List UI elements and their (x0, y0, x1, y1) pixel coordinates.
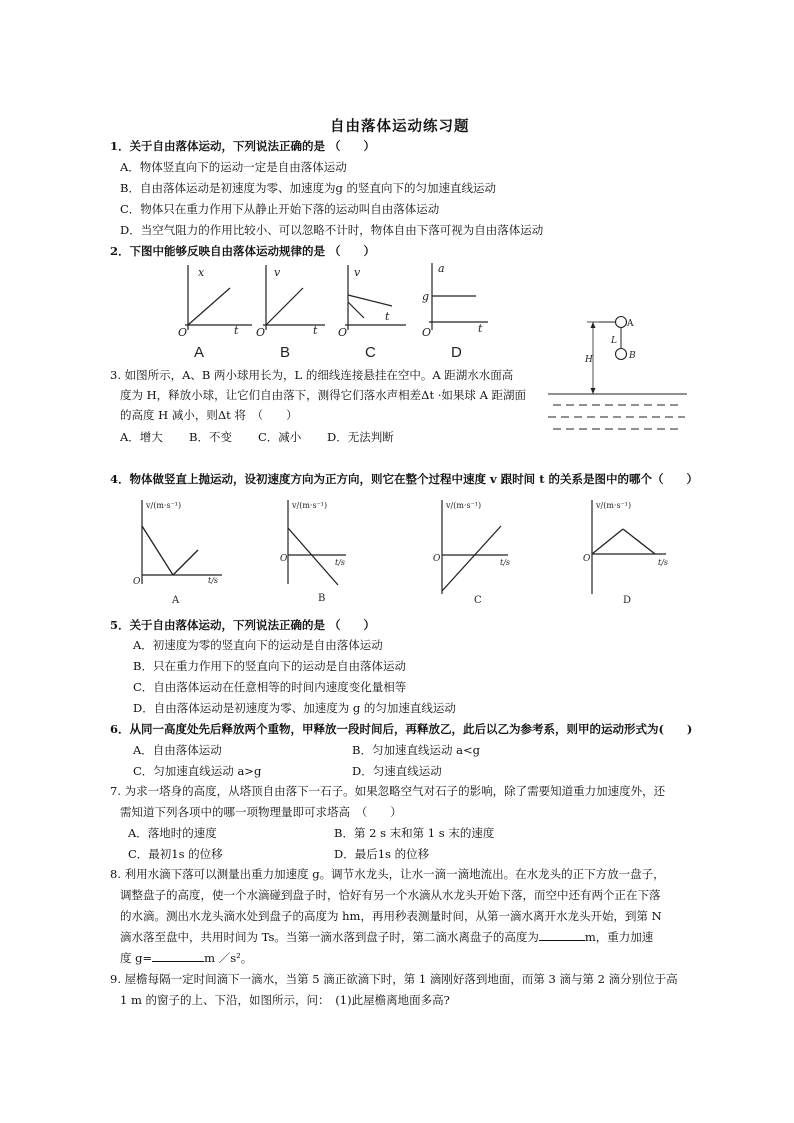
q7-option-d: D．最后1s 的位移 (334, 847, 430, 861)
q3-option-c: C．减小 (258, 430, 302, 444)
q4b-label: B (318, 593, 326, 604)
q8-line-5 (120, 950, 252, 966)
q2-graph-a (178, 265, 252, 361)
q9-line-2: 1 m 的窗子的上、下沿，如图所示，问： (1)此屋檐离地面多高? (120, 993, 450, 1007)
q4d-yaxis-label: v/(m·s⁻¹) (596, 501, 632, 510)
q2a-yaxis-label: x (198, 266, 205, 279)
q7-option-b: B．第 2 s 末和第 1 s 末的速度 (334, 826, 495, 840)
q2d-xaxis-label: t (478, 322, 483, 335)
q4c-xaxis-label: t/s (500, 558, 511, 567)
q2-stem: 2．下图中能够反映自由落体运动规律的是 （ ） (110, 244, 376, 258)
q1-option-b: B．自由落体运动是初速度为零、加速度为g 的竖直向下的匀加速直线运动 (120, 181, 496, 195)
q3-figure (545, 312, 695, 442)
q2-graph-c (338, 265, 406, 361)
q4d-xaxis-label: t/s (658, 558, 669, 567)
q8-blank-height[interactable] (539, 929, 585, 941)
q2d-label: D (451, 344, 462, 361)
q6-option-a: A．自由落体运动 (133, 743, 222, 757)
q4c-label: C (474, 595, 482, 606)
q1-stem: 1．关于自由落体运动，下列说法正确的是 （ ） (110, 139, 376, 153)
q2a-xaxis-label: t (234, 324, 239, 337)
q5-option-d: D．自由落体运动是初速度为零、加速度为 g 的匀加速直线运动 (133, 701, 456, 715)
q2a-origin: O (178, 326, 188, 339)
q4-graph-d (583, 500, 668, 606)
q3-option-b: B．不变 (189, 430, 232, 444)
q2a-label: A (194, 344, 205, 361)
q5-stem: 5．关于自由落体运动，下列说法正确的是 （ ） (110, 618, 376, 632)
q3-height-label: H (585, 355, 593, 365)
q3-line-3: 的高度 H 减小，则Δt 将 （ ） (120, 408, 298, 422)
q4-graphs (120, 494, 690, 609)
q2d-g-label: g (422, 290, 430, 303)
q4-graph-b (280, 500, 346, 604)
q3-line-1: 3. 如图所示，A、B 两小球用长为，L 的细线连接悬挂在空中。A 距湖水水面高 (110, 368, 514, 382)
q4d-origin: O (583, 554, 591, 564)
q3-ball-a-label: A (627, 319, 634, 329)
q5-option-c: C．自由落体运动在任意相等的时间内速度变化量相等 (133, 680, 407, 694)
q4c-origin: O (433, 554, 441, 564)
q5-option-b: B．只在重力作用下的竖直向下的运动是自由落体运动 (133, 659, 406, 673)
q8-line-1: 8. 利用水滴下落可以测量出重力加速度 g。调节水龙头，让水一滴一滴地流出。在水龙头的正下方放一盘子， (110, 867, 665, 881)
q6-option-b: B．匀加速直线运动 a<g (352, 743, 480, 757)
page-title: 自由落体运动练习题 (330, 118, 470, 135)
q2c-xaxis-label: t (385, 310, 390, 323)
q1-option-d: D．当空气阻力的作用比较小、可以忽略不计时，物体自由下落可视为自由落体运动 (120, 223, 544, 237)
q8-line-4-text: 滴水落至盘中，共用时间为 Ts。当第一滴水落到盘子时，第二滴水离盘子的高度为 (120, 930, 539, 944)
q3-length-label: L (611, 336, 617, 346)
q1-option-c: C．物体只在重力作用下从静止开始下落的运动叫自由落体运动 (120, 202, 440, 216)
q6-stem: 6．从同一高度处先后释放两个重物，甲释放一段时间后，再释放乙，此后以乙为参考系，则甲的运动形式为( ) (110, 722, 693, 736)
q4-graph-c (433, 500, 510, 606)
q2-graphs (170, 260, 500, 360)
q2b-origin: O (256, 326, 266, 339)
q4d-label: D (623, 595, 632, 606)
q3-line-2: 度为 H，释放小球，让它们自由落下，测得它们落水声相差Δt ·如果球 A 距湖面 (120, 388, 527, 402)
q8-line-5-text: 度 g= (120, 951, 153, 965)
q8-line-2: 调整盘子的高度，使一个水滴碰到盘子时，恰好有另一个水滴从水龙头开始下落，而空中还有两个正在下落 (120, 888, 661, 902)
q4a-yaxis-label: v/(m·s⁻¹) (146, 501, 182, 510)
q1-option-a: A．物体竖直向下的运动一定是自由落体运动 (120, 160, 347, 174)
q2b-label: B (280, 344, 291, 361)
q8-line-4-tail: m，重力加速 (584, 930, 654, 944)
q2c-yaxis-label: v (354, 266, 361, 279)
q7-line-2: 需知道下列各项中的哪一项物理量即可求塔高 （ ） (120, 805, 402, 819)
q4b-xaxis-label: t/s (335, 558, 346, 567)
q4a-label: A (172, 595, 180, 606)
q7-option-a: A．落地时的速度 (128, 826, 217, 840)
q8-line-4 (120, 929, 653, 945)
q4a-origin: O (133, 577, 141, 587)
q6-option-d: D．匀速直线运动 (352, 764, 442, 778)
q3-ball-b-label: B (629, 351, 636, 361)
q2-graph-b (256, 265, 325, 361)
q7-option-c: C．最初1s 的位移 (128, 847, 223, 861)
q9-line-1: 9. 屋檐每隔一定时间滴下一滴水，当第 5 滴正欲滴下时，第 1 滴刚好落到地面，而第 3 滴与第 2 滴分别位于高 (110, 972, 678, 986)
q2d-origin: O (422, 326, 432, 339)
q2c-origin: O (338, 326, 348, 339)
q5-option-a: A．初速度为零的竖直向下的运动是自由落体运动 (133, 638, 383, 652)
q4b-origin: O (280, 554, 288, 564)
q8-line-5-tail: m ／s²。 (204, 951, 253, 965)
q8-line-3: 的水滴。测出水龙头滴水处到盘子的高度为 hm，再用秒表测量时间，从第一滴水离开水龙头开始，到第 N (120, 909, 662, 923)
q4a-xaxis-label: t/s (208, 576, 219, 585)
q4-graph-a (133, 500, 222, 606)
q2-graph-d (422, 262, 488, 361)
q2c-label: C (365, 344, 376, 361)
q4c-yaxis-label: v/(m·s⁻¹) (446, 501, 482, 510)
q2b-xaxis-label: t (313, 324, 318, 337)
q8-blank-g[interactable] (152, 950, 204, 962)
q6-option-c: C．匀加速直线运动 a>g (133, 764, 262, 778)
q7-line-1: 7. 为求一塔身的高度，从塔顶自由落下一石子。如果忽略空气对石子的影响，除了需要知道重力加速度外，还 (110, 784, 666, 798)
q2b-yaxis-label: v (274, 266, 281, 279)
q4-stem: 4．物体做竖直上抛运动，设初速度方向为正方向，则它在整个过程中速度 v 跟时间 t 的关系是图中的哪个（ ） (110, 472, 699, 486)
q3-option-d: D．无法判断 (327, 430, 394, 444)
q3-option-a: A．增大 (120, 430, 163, 444)
q2d-yaxis-label: a (438, 262, 445, 275)
q4b-yaxis-label: v/(m·s⁻¹) (292, 501, 328, 510)
